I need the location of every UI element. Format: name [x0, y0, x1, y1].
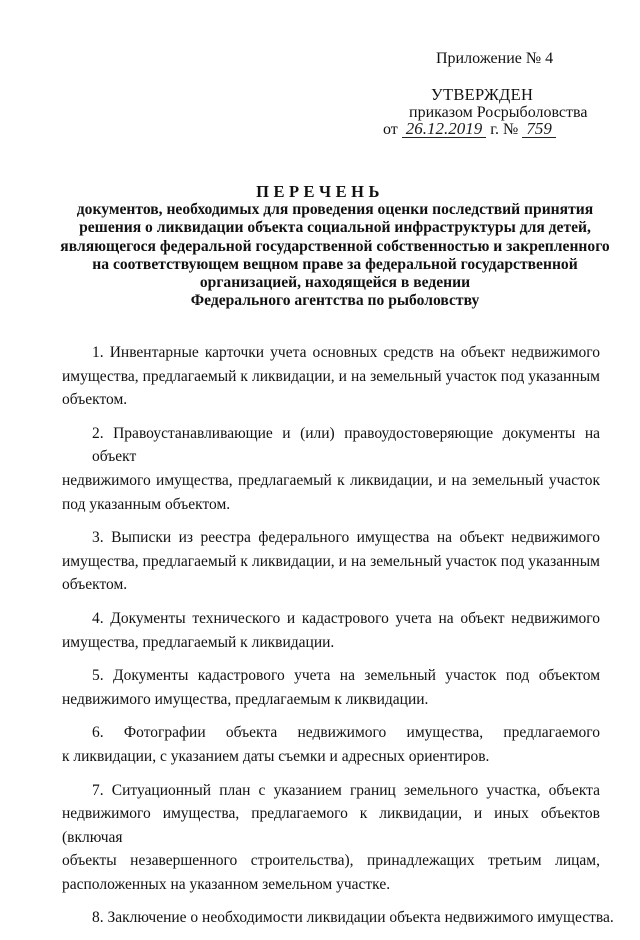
list-item — [62, 341, 600, 412]
item-line: недвижимого имущества, предлагаемого к ликвидации, и иных объектов (включая — [62, 805, 600, 846]
item-line: объектом. — [62, 391, 128, 409]
order-by-label: приказом Росрыболовства — [409, 104, 588, 121]
subtitle-line: являющегося федеральной государственной собственностью и закрепленного — [60, 237, 610, 255]
subtitle-line: организацией, находящейся в ведении — [199, 274, 471, 292]
appendix-label: Приложение № 4 — [436, 50, 554, 67]
item-line: 7. Ситуационный план с указанием границ земельного участка, объекта — [92, 781, 600, 799]
list-item — [62, 526, 600, 597]
order-date-handwritten: 26.12.2019 — [402, 120, 487, 138]
order-number-handwritten: 759 — [522, 120, 556, 138]
item-line: 1. Инвентарные карточки учета основных средств на объект недвижимого — [92, 344, 600, 361]
item-line: расположенных на указанном земельном участке. — [62, 875, 391, 893]
document-subtitle — [55, 201, 615, 311]
subtitle-line: на соответствующем вещном праве за федеральной государственной — [92, 255, 578, 273]
item-line: объектом. — [62, 576, 128, 594]
subtitle-line: Федерального агентства по рыболовству — [190, 292, 480, 310]
item-line: имущества, предлагаемый к ликвидации, и на земельный участок под указанным — [62, 367, 600, 385]
document-title: ПЕРЕЧЕНЬ — [256, 182, 384, 201]
list-item — [62, 607, 600, 654]
subtitle-line: решения о ликвидации объекта социальной инфраструктуры для детей, — [79, 219, 591, 237]
year-number-label: г. № — [490, 121, 519, 138]
item-line: объекты незавершенного строительства), принадлежащих третьим лицам, — [62, 852, 600, 870]
item-line: под указанным объектом. — [62, 495, 231, 513]
list-item — [62, 779, 600, 897]
item-line: 8. Заключение о необходимости ликвидации объекта недвижимого имущества. — [92, 909, 614, 927]
order-date-line — [383, 120, 556, 140]
item-line: недвижимого имущества, предлагаемый к ликвидации, и на земельный участок — [62, 471, 600, 489]
documents-list — [62, 341, 614, 940]
item-line: 5. Документы кадастрового учета на земельный участок под объектом — [92, 667, 600, 685]
item-line: недвижимого имущества, предлагаемым к ликвидации. — [62, 690, 429, 708]
item-line: 2. Правоустанавливающие и (или) правоудостоверяющие документы на объект — [92, 424, 600, 466]
list-item — [62, 721, 600, 768]
item-line: 3. Выписки из реестра федерального имущества на объект недвижимого — [92, 529, 600, 547]
subtitle-line: документов, необходимых для проведения оценки последствий принятия — [76, 201, 594, 218]
item-line: имущества, предлагаемый к ликвидации, и на земельный участок под указанным — [62, 552, 600, 570]
list-item — [62, 422, 600, 516]
approved-label: УТВЕРЖДЕН — [431, 85, 534, 104]
item-line: имущества, предлагаемый к ликвидации. — [62, 633, 335, 651]
item-line: к ликвидации, с указанием даты съемки и адресных ориентиров. — [62, 747, 490, 765]
item-line: 4. Документы технического и кадастрового учета на объект недвижимого — [92, 609, 600, 627]
list-item — [62, 906, 614, 930]
date-prefix: от — [383, 121, 398, 138]
list-item — [62, 664, 600, 711]
item-line: 6. Фотографии объекта недвижимого имущества, предлагаемого — [92, 724, 600, 742]
